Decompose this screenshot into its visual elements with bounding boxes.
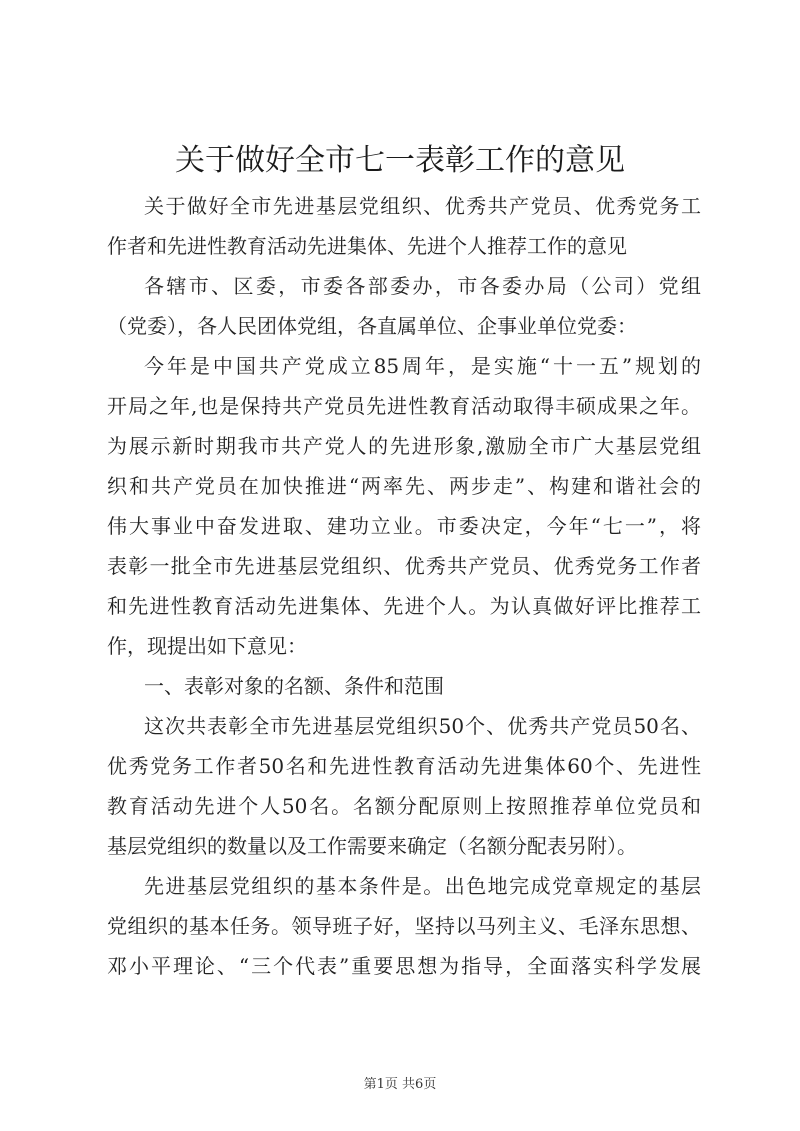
text-line: 今年是中国共产党成立85周年，是实施“十一五”规划的 <box>144 354 701 378</box>
text-line: 这次共表彰全市先进基层党组织50个、优秀共产党员50名、 <box>144 714 701 738</box>
text-line: 优秀党务工作者50名和先进性教育活动先进集体60个、先进性 <box>107 754 701 778</box>
text-line: 作，现提出如下意见： <box>107 634 307 658</box>
text-line: 织和共产党员在加快推进“两率先、两步走”、构建和谐社会的 <box>107 474 701 498</box>
text-line: （党委），各人民团体党组，各直属单位、企事业单位党委： <box>107 314 637 338</box>
page-footer: 第1页 共6页 <box>363 1077 437 1092</box>
text-line: 各辖市、区委，市委各部委办，市各委办局（公司）党组 <box>144 274 701 298</box>
paragraph <box>107 189 701 269</box>
text-line: 伟大事业中奋发进取、建功立业。市委决定，今年“七一”，将 <box>107 514 701 538</box>
text-line: 邓小平理论、“三个代表”重要思想为指导，全面落实科学发展 <box>107 954 701 978</box>
paragraph <box>107 269 701 349</box>
text-line: 表彰一批全市先进基层党组织、优秀共产党员、优秀党务工作者 <box>107 554 701 578</box>
paragraph <box>107 669 701 709</box>
text-line: 为展示新时期我市共产党人的先进形象,激励全市广大基层党组 <box>107 434 701 458</box>
document-body <box>107 189 701 989</box>
document-title: 关于做好全市七一表彰工作的意见 <box>175 143 625 178</box>
text-line: 一、表彰对象的名额、条件和范围 <box>144 674 444 698</box>
text-line: 党组织的基本任务。领导班子好，坚持以马列主义、毛泽东思想、 <box>107 914 701 938</box>
text-line: 先进基层党组织的基本条件是。出色地完成党章规定的基层 <box>144 874 701 898</box>
text-line: 和先进性教育活动先进集体、先进个人。为认真做好评比推荐工 <box>107 594 701 618</box>
text-line: 教育活动先进个人50名。名额分配原则上按照推荐单位党员和 <box>107 794 701 818</box>
text-line: 作者和先进性教育活动先进集体、先进个人推荐工作的意见 <box>107 234 627 258</box>
text-line: 基层党组织的数量以及工作需要来确定（名额分配表另附）。 <box>107 834 637 858</box>
text-line: 关于做好全市先进基层党组织、优秀共产党员、优秀党务工 <box>144 194 701 218</box>
paragraph <box>107 349 701 669</box>
text-line: 开局之年,也是保持共产党员先进性教育活动取得丰硕成果之年。 <box>107 394 701 418</box>
paragraph <box>107 709 701 869</box>
paragraph <box>107 869 701 989</box>
